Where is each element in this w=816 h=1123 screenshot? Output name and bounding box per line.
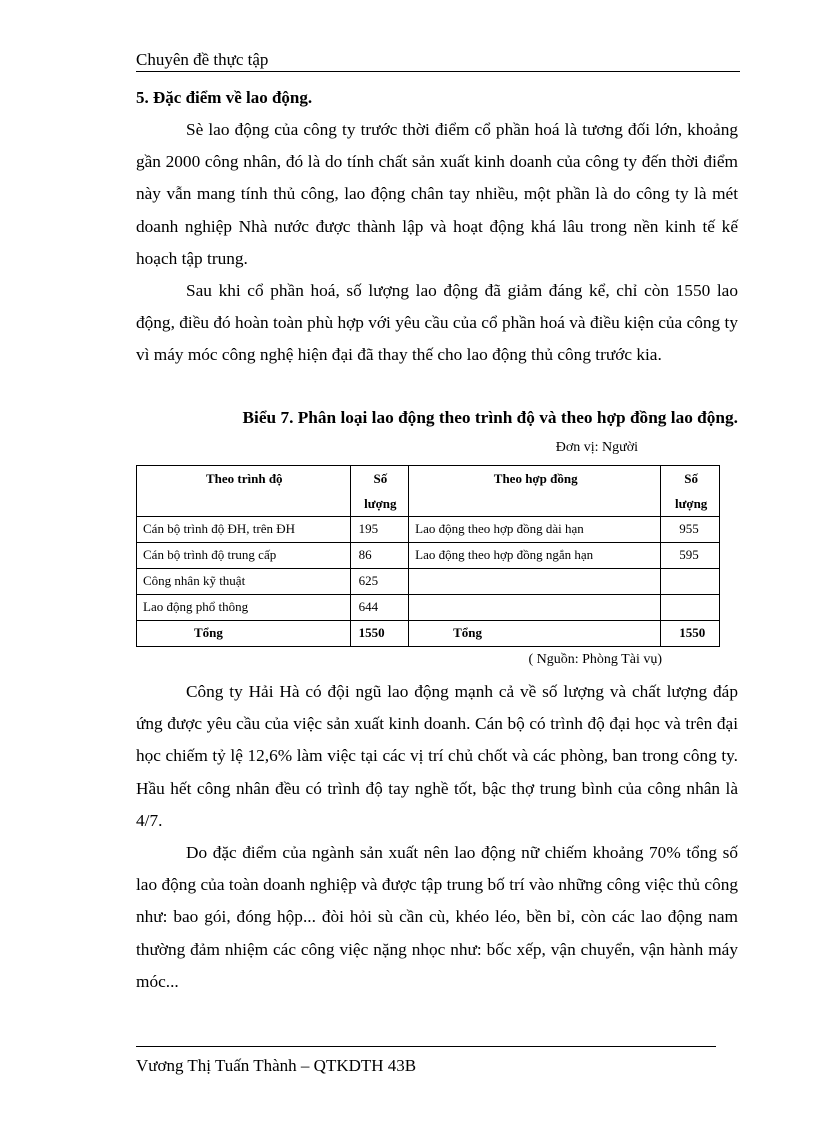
- table-row: [137, 543, 720, 569]
- cell-level-count: 625: [350, 569, 409, 595]
- cell-level-count: 86: [350, 543, 409, 569]
- total-label-contract: Tổng: [409, 621, 661, 647]
- cell-contract-count: [661, 569, 720, 595]
- page-footer: Vương Thị Tuấn Thành – QTKDTH 43B: [136, 1046, 716, 1076]
- table-source: ( Nguồn: Phòng Tài vụ): [528, 652, 662, 667]
- cell-contract-count: 595: [661, 543, 720, 569]
- cell-contract-count: [661, 595, 720, 621]
- cell-level: Lao động phổ thông: [137, 595, 351, 621]
- paragraph-3: Công ty Hải Hà có đội ngũ lao động mạnh cả về số lượng và chất lượng đáp ứng được yêu cầu của việc sản xuất kinh doanh. Cán bộ có trình độ đại học và trên đại học chiếm tỷ lệ 12,6% làm việc tại các vị trí chủ chốt và các phòng, ban trong công ty. Hầu hết công nhân đều có trình độ tay nghề tốt, bậc thợ trung bình của công nhân là 4/7.: [136, 682, 738, 830]
- cell-level: Cán bộ trình độ trung cấp: [137, 543, 351, 569]
- cell-contract: Lao động theo hợp đồng ngắn hạn: [409, 543, 661, 569]
- total-value-level: 1550: [350, 621, 409, 647]
- page-header: Chuyên đề thực tập: [136, 50, 740, 72]
- table-row: [137, 595, 720, 621]
- header-level-count: Số lượng: [350, 466, 409, 517]
- header-contract-count: Số lượng: [661, 466, 720, 517]
- cell-level-count: 644: [350, 595, 409, 621]
- table-unit: Đơn vị: Người: [555, 440, 638, 455]
- cell-contract: [409, 595, 661, 621]
- table-title: Biểu 7. Phân loại lao động theo trình độ và theo hợp đồng lao động.: [242, 408, 738, 427]
- table-row: [137, 569, 720, 595]
- paragraph-1: Sè lao động của công ty trước thời điểm cổ phần hoá là tương đối lớn, khoảng gần 2000 công nhân, đó là do tính chất sản xuất kinh doanh của công ty đến thời điểm này vẫn mang tính thủ công, lao động chân tay nhiều, một phần là do công ty là mét doanh nghiệp Nhà nước được thành lập và hoạt động khá lâu trong nền kinh tế kế hoạch tập trung.: [136, 120, 738, 268]
- cell-contract-count: 955: [661, 517, 720, 543]
- table-header-row: [137, 466, 720, 517]
- total-label-level: Tổng: [137, 621, 351, 647]
- cell-contract: [409, 569, 661, 595]
- paragraph-2: Sau khi cổ phần hoá, số lượng lao động đã giảm đáng kể, chỉ còn 1550 lao động, điều đó hoàn toàn phù hợp với yêu cầu của cổ phần hoá và điều kiện của công ty vì máy móc công nghệ hiện đại đã thay thế cho lao động thủ công trước kia.: [136, 281, 738, 365]
- paragraph-4: Do đặc điểm của ngành sản xuất nên lao động nữ chiếm khoảng 70% tổng số lao động của toàn doanh nghiệp và được tập trung bố trí vào những công việc thủ công như: bao gói, đóng hộp... đòi hỏi sù cần cù, khéo léo, bền bỉ, còn các lao động nam thường đảm nhiệm các công việc nặng nhọc như: bốc xếp, vận chuyển, vận hành máy móc...: [136, 843, 738, 991]
- header-level: Theo trình độ: [137, 466, 351, 517]
- section-title: 5. Đặc điểm về lao động.: [136, 88, 313, 107]
- cell-contract: Lao động theo hợp đồng dài hạn: [409, 517, 661, 543]
- cell-level: Cán bộ trình độ ĐH, trên ĐH: [137, 517, 351, 543]
- cell-level: Công nhân kỹ thuật: [137, 569, 351, 595]
- cell-level-count: 195: [350, 517, 409, 543]
- total-value-contract: 1550: [661, 621, 720, 647]
- table-total-row: [137, 621, 720, 647]
- table-row: [137, 517, 720, 543]
- labor-table: [136, 465, 720, 647]
- header-contract: Theo hợp đồng: [409, 466, 661, 517]
